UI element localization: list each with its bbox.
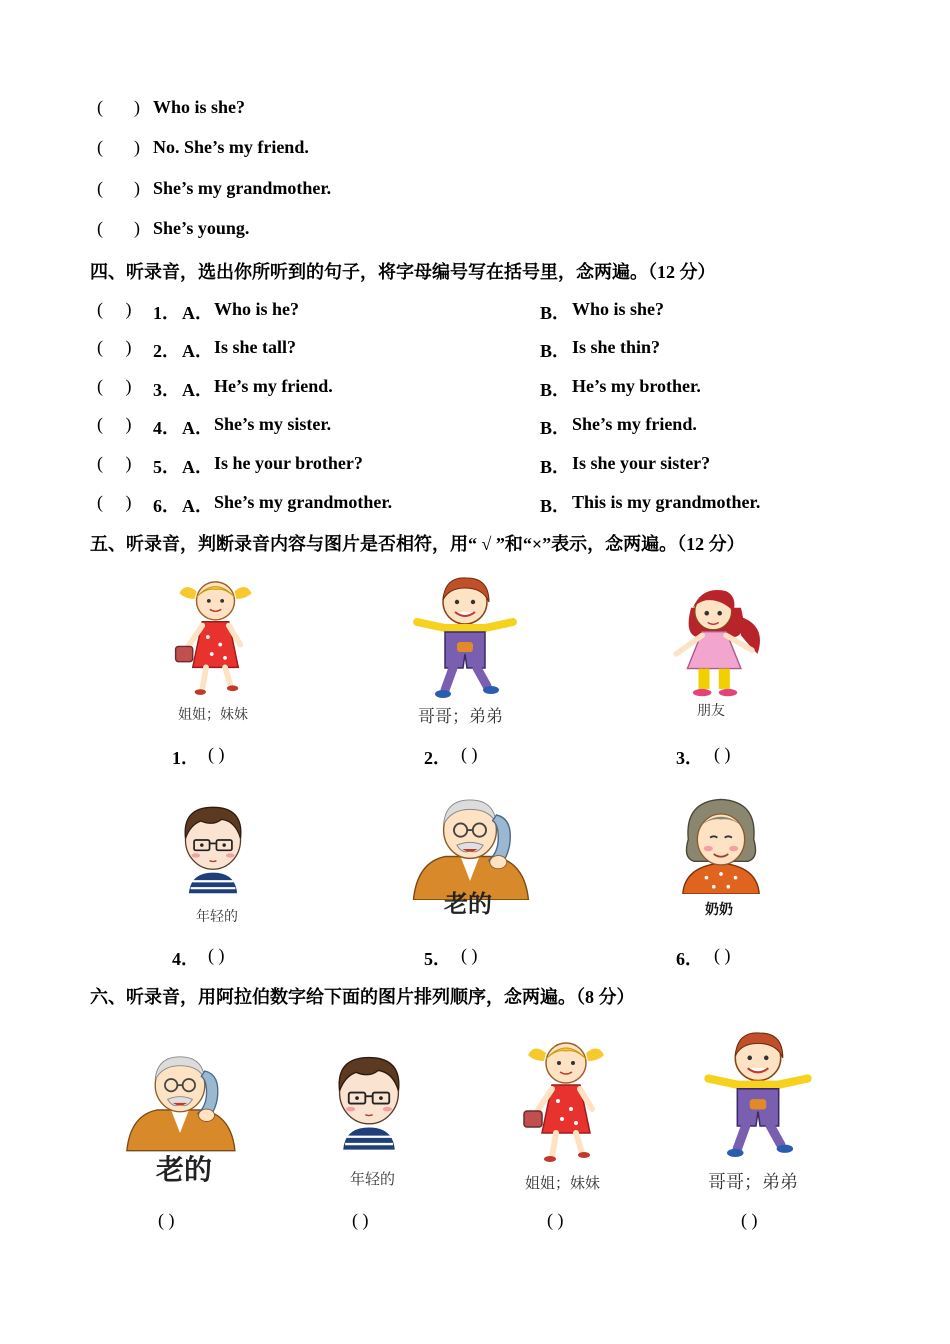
option-a-label: A． <box>182 496 213 516</box>
section5-heading: 五、听录音，判断录音内容与图片是否相符，用“ √ ”和“×”表示，念两遍。（12 分） <box>90 534 745 554</box>
item-number: 2． <box>153 341 180 361</box>
answer-blank[interactable]: ( ) <box>97 453 132 473</box>
option-b-text: Who is she? <box>572 299 665 319</box>
picture-caption: 姐姐；妹妹 <box>525 1174 601 1192</box>
young-man-picture <box>323 1040 415 1158</box>
picture-caption: 哥哥；弟弟 <box>418 707 503 727</box>
option-a-text: She’s my sister. <box>214 414 332 434</box>
option-b-label: B． <box>540 341 571 361</box>
picture-number: 4． <box>172 949 199 969</box>
picture-caption: 年轻的 <box>350 1170 396 1188</box>
dialogue-line: She’s young. <box>153 218 250 238</box>
answer-paren-close: ) <box>134 218 140 238</box>
option-a-label: A． <box>182 457 213 477</box>
dialogue-line: Who is she? <box>153 97 246 117</box>
picture-number: 5． <box>424 949 451 969</box>
item-number: 4． <box>153 418 180 438</box>
option-b-label: B． <box>540 457 571 477</box>
answer-blank[interactable]: ( ) <box>208 945 225 965</box>
picture-number: 6． <box>676 949 703 969</box>
order-blank[interactable]: ( ) <box>741 1210 758 1230</box>
item-number: 3． <box>153 380 180 400</box>
option-a-text: He’s my friend. <box>214 376 333 396</box>
boy-picture <box>405 572 525 702</box>
dialogue-line: She’s my grandmother. <box>153 178 332 198</box>
item-number: 5． <box>153 457 180 477</box>
option-b-text: Is she your sister? <box>572 453 711 473</box>
option-b-text: This is my grandmother. <box>572 492 761 512</box>
option-a-text: Is he your brother? <box>214 453 363 473</box>
picture-number: 3． <box>676 748 703 768</box>
friend-picture <box>652 580 780 700</box>
picture-number: 2． <box>424 748 451 768</box>
answer-paren-close: ) <box>134 97 140 117</box>
option-b-label: B． <box>540 418 571 438</box>
option-a-text: Who is he? <box>214 299 300 319</box>
item-number: 1． <box>153 303 180 323</box>
section6-heading: 六、听录音，用阿拉伯数字给下面的图片排列顺序，念两遍。（8 分） <box>90 987 635 1007</box>
option-b-text: She’s my friend. <box>572 414 697 434</box>
picture-caption: 老的 <box>156 1153 213 1186</box>
item-number: 6． <box>153 496 180 516</box>
answer-blank[interactable]: ( ) <box>97 492 132 512</box>
boy-picture <box>696 1026 820 1162</box>
option-b-label: B． <box>540 496 571 516</box>
section4-heading: 四、听录音，选出你所听到的句子，将字母编号写在括号里，念两遍。（12 分） <box>90 262 716 282</box>
picture-caption: 朋友 <box>697 703 725 719</box>
option-a-label: A． <box>182 303 213 323</box>
girl-picture <box>168 574 263 698</box>
answer-blank[interactable]: ( ) <box>97 414 132 434</box>
answer-blank[interactable]: ( ) <box>97 376 132 396</box>
answer-blank[interactable]: ( ) <box>97 299 132 319</box>
answer-blank[interactable]: ( ) <box>714 744 731 764</box>
picture-caption: 奶奶 <box>705 902 733 918</box>
grandmother-picture <box>670 794 772 894</box>
picture-caption: 哥哥；弟弟 <box>708 1172 798 1193</box>
option-b-label: B． <box>540 303 571 323</box>
option-a-label: A． <box>182 341 213 361</box>
picture-caption: 老的 <box>444 890 492 918</box>
option-b-text: Is she thin? <box>572 337 661 357</box>
dialogue-line: No. She’s my friend. <box>153 137 309 157</box>
answer-paren-close: ) <box>134 137 140 157</box>
option-a-label: A． <box>182 418 213 438</box>
picture-caption: 年轻的 <box>196 909 238 925</box>
picture-number: 1． <box>172 748 199 768</box>
answer-paren-close: ) <box>134 178 140 198</box>
answer-blank[interactable]: ( ) <box>714 945 731 965</box>
answer-blank[interactable]: ( ) <box>208 744 225 764</box>
young-man-picture <box>170 792 256 900</box>
answer-blank[interactable]: ( ) <box>97 337 132 357</box>
answer-paren[interactable]: ( <box>97 178 103 198</box>
option-b-label: B． <box>540 380 571 400</box>
order-blank[interactable]: ( ) <box>352 1210 369 1230</box>
order-blank[interactable]: ( ) <box>158 1210 175 1230</box>
answer-paren[interactable]: ( <box>97 97 103 117</box>
option-a-text: Is she tall? <box>214 337 297 357</box>
option-b-text: He’s my brother. <box>572 376 701 396</box>
answer-paren[interactable]: ( <box>97 218 103 238</box>
option-a-label: A． <box>182 380 213 400</box>
option-a-text: She’s my grandmother. <box>214 492 393 512</box>
order-blank[interactable]: ( ) <box>547 1210 564 1230</box>
answer-blank[interactable]: ( ) <box>461 744 478 764</box>
girl-picture <box>516 1030 616 1170</box>
picture-caption: 姐姐；妹妹 <box>178 707 248 723</box>
answer-paren[interactable]: ( <box>97 137 103 157</box>
answer-blank[interactable]: ( ) <box>461 945 478 965</box>
